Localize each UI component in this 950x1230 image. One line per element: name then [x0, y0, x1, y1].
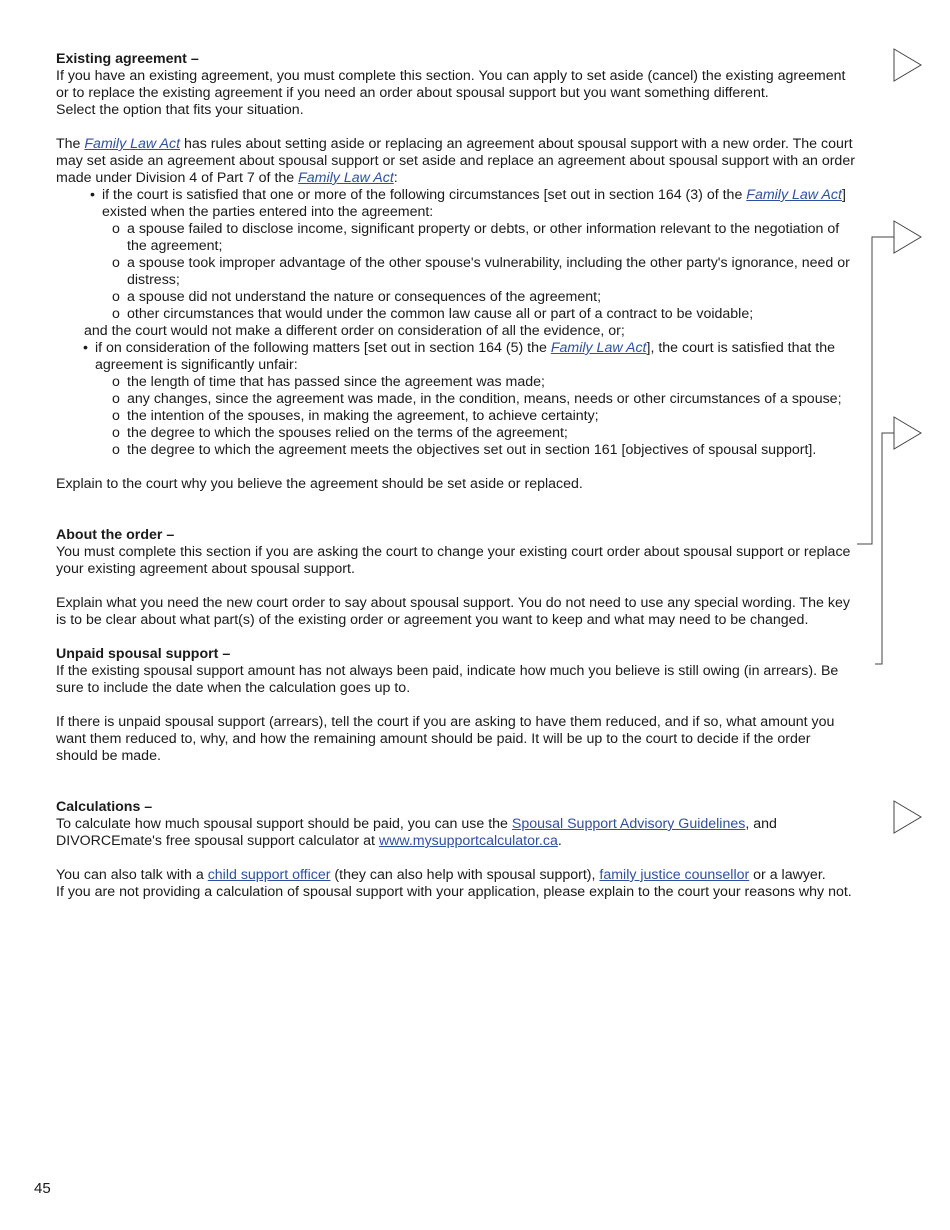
- existing-intro-text: If you have an existing agreement, you must complete this section. You can apply to set aside (cancel) the existing agreement or to replace the existing agreement if you need an order about spousal support but you want something different.: [56, 68, 846, 101]
- list-item: o the degree to which the agreement meets the objectives set out in section 161 [objectives of spousal support].: [127, 442, 856, 459]
- list-item: o a spouse failed to disclose income, significant property or debts, or other information relevant to the negotiation of the agreement;: [127, 221, 856, 255]
- calculations-heading: Calculations –: [56, 799, 153, 815]
- support-calculator-link[interactable]: www.mysupportcalculator.ca: [378, 833, 558, 849]
- explain-set-aside-text: Explain to the court why you believe the agreement should be set aside or replaced.: [56, 476, 583, 492]
- triangle-arrow-icon: [894, 49, 921, 81]
- list-item: o a spouse took improper advantage of the other spouse's vulnerability, including the other party's ignorance, need or distress;: [127, 255, 856, 289]
- about-order-explain: Explain what you need the new court order to say about spousal support. You do not need to use any special wording. The key is to be clear about what part(s) of the existing order or agreement you want to keep and what may need to be changed.: [56, 595, 850, 628]
- ssag-link[interactable]: Spousal Support Advisory Guidelines: [511, 816, 746, 832]
- family-law-act-link[interactable]: Family Law Act: [550, 340, 647, 356]
- list-item: • if the court is satisfied that one or more of the following circumstances [set out in section 164 (3) of the Family Law Act] existed when the parties entered into the agreement: o a spouse failed to disclose income, significant property or debts, or other information relevant to the negotiation of the agreement; o a spouse took improper advantage of the other spouse's vulnerability, including the other party's ignorance, need or distress; o a spouse did not understand the nature or consequences of the agreement; o other circumstances that would under the common law cause all or part of a contract to be voidable;: [102, 187, 856, 323]
- family-law-act-link[interactable]: Family Law Act: [298, 170, 394, 186]
- no-calculation-text: If you are not providing a calculation of spousal support with your application, please explain to the court your reasons why not.: [56, 884, 852, 900]
- triangle-arrow-icon: [894, 417, 921, 449]
- page-number: 45: [34, 1180, 51, 1197]
- unpaid-support-text: If the existing spousal support amount has not always been paid, indicate how much you believe is still owing (in arrears). Be sure to include the date when the calculation goes up to.: [56, 663, 839, 696]
- calculations-text: To calculate how much spousal support should be paid, you can use the Spousal Support Advisory Guidelines, and DIVORCEmate's free spousal support calculator at www.mysupportcalculator.ca.: [56, 816, 777, 849]
- list-item: o other circumstances that would under the common law cause all or part of a contract to be voidable;: [127, 306, 856, 323]
- family-law-act-link[interactable]: Family Law Act: [746, 187, 842, 203]
- bracket-line: [875, 433, 894, 664]
- about-order-text: You must complete this section if you are asking the court to change your existing court order about spousal support or replace your existing agreement about spousal support.: [56, 544, 851, 577]
- arrears-text: If there is unpaid spousal support (arrears), tell the court if you are asking to have them reduced, and if so, what amount you want them reduced to, why, and how the remaining amount should be paid. It will be up to the court to decide if the order should be made.: [56, 714, 835, 764]
- list-item: o the intention of the spouses, in making the agreement, to achieve certainty;: [127, 408, 856, 425]
- about-order-heading: About the order –: [56, 527, 175, 543]
- family-justice-counsellor-link[interactable]: family justice counsellor: [599, 867, 750, 883]
- existing-select-text: Select the option that fits your situation.: [56, 102, 304, 118]
- bracket-line: [857, 237, 894, 544]
- family-law-act-link[interactable]: Family Law Act: [84, 136, 181, 152]
- talk-with-text: You can also talk with a child support officer (they can also help with spousal support), family justice counsellor or a lawyer.: [56, 867, 826, 883]
- unpaid-support-heading: Unpaid spousal support –: [56, 646, 231, 662]
- list-item: o the length of time that has passed since the agreement was made;: [127, 374, 856, 391]
- list-item: • if on consideration of the following matters [set out in section 164 (5) the Family Law Act], the court is satisfied that the agreement is significantly unfair: o the length of time that has passed since the agreement was made; o any changes, since the agreement was made, in the condition, means, needs or other circumstances of a spouse; o the intention of the spouses, in making the agreement, to achieve certainty; o the degree to which the spouses relied on the terms of the agreement; o the degree to which the agreement meets the objectives set out in section 161 [objectives of spousal support].: [95, 340, 856, 459]
- fla-rules-paragraph: The Family Law Act has rules about setting aside or replacing an agreement about spousal support with a new order. The court may set aside an agreement about spousal support or set aside and replace an agreement about spousal support with an order made under Division 4 of Part 7 of the Family Law Act:: [56, 136, 855, 186]
- list-item: o a spouse did not understand the nature or consequences of the agreement;: [127, 289, 856, 306]
- triangle-arrow-icon: [894, 221, 921, 253]
- list-item: o any changes, since the agreement was made, in the condition, means, needs or other circumstances of a spouse;: [127, 391, 856, 408]
- and-court-line: and the court would not make a different order on consideration of all the evidence, or;: [84, 323, 625, 339]
- list-item: o the degree to which the spouses relied on the terms of the agreement;: [127, 425, 856, 442]
- existing-agreement-heading: Existing agreement –: [56, 51, 199, 67]
- child-support-officer-link[interactable]: child support officer: [207, 867, 331, 883]
- triangle-arrow-icon: [894, 801, 921, 833]
